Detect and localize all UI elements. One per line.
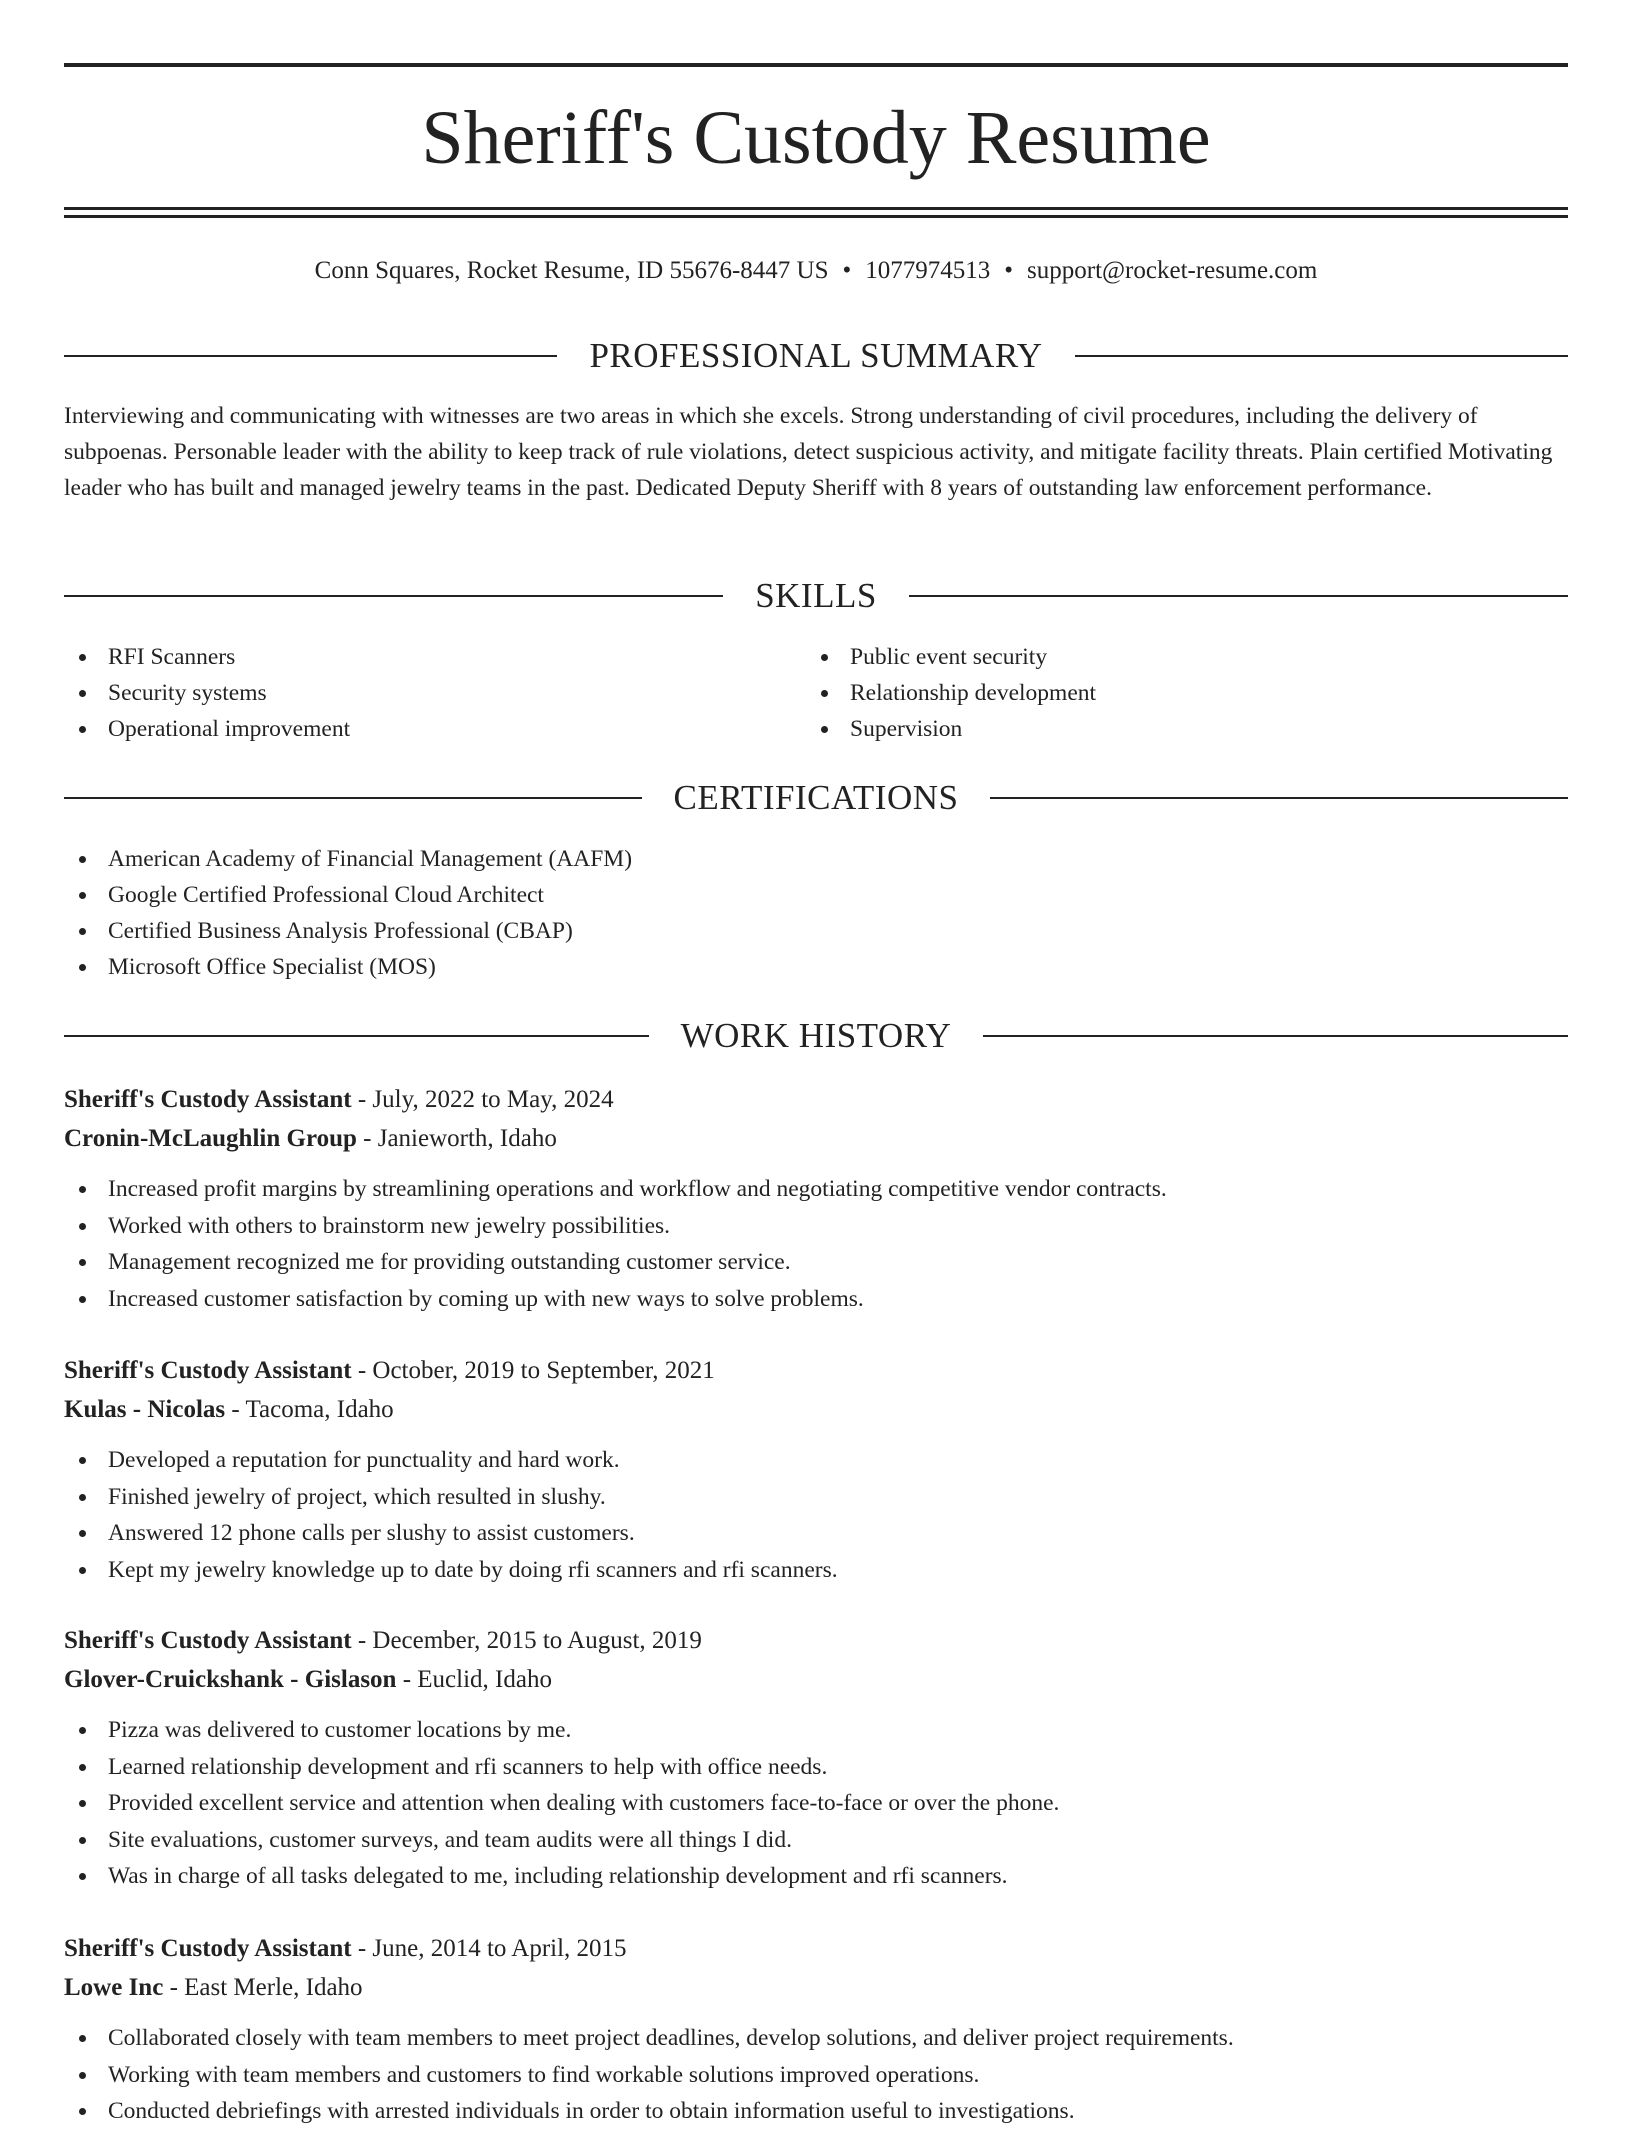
contact-line bbox=[64, 253, 1568, 289]
job-company-line: Lowe Inc - East Merle, Idaho bbox=[64, 1974, 363, 2001]
job-company: Kulas - Nicolas bbox=[64, 1396, 226, 1423]
certification-item: Google Certified Professional Cloud Architect bbox=[64, 877, 1568, 913]
heading-rule-right bbox=[983, 1035, 1568, 1037]
job-location: Euclid, Idaho bbox=[417, 1666, 552, 1693]
job-bullet: Increased customer satisfaction by coming up with new ways to solve problems. bbox=[64, 1281, 1568, 1318]
heading-rule-left bbox=[64, 595, 723, 597]
job-bullet: Conducted debriefings with arrested individuals in order to obtain information useful to investigations. bbox=[64, 2093, 1568, 2130]
title-rule-upper bbox=[64, 207, 1568, 210]
summary-heading-row bbox=[64, 334, 1568, 378]
summary-text: Interviewing and communicating with witnesses are two areas in which she excels. Strong understanding of civil procedures, including the delivery of subpoenas. Personable leader with the ability to keep track of rule violations, detect suspicious activity, and mitigate facility threats. Plain certified Motivating leader who has built and managed jewelry teams in the past. Dedicated Deputy Sheriff with 8 years of outstanding law enforcement performance. bbox=[64, 403, 1553, 501]
heading-rule-right bbox=[1075, 355, 1568, 357]
job-bullet: Finished jewelry of project, which resulted in slushy. bbox=[64, 1479, 1568, 1516]
heading-rule-right bbox=[990, 797, 1568, 799]
skill-item: Supervision bbox=[806, 711, 1506, 747]
job-entry bbox=[64, 1351, 1568, 1588]
skill-item: RFI Scanners bbox=[64, 639, 764, 675]
summary-heading: PROFESSIONAL SUMMARY bbox=[589, 336, 1043, 375]
job-bullet: Working with team members and customers to find workable solutions improved operations. bbox=[64, 2057, 1568, 2094]
resume-title: Sheriff's Custody Resume bbox=[421, 96, 1211, 180]
certifications-heading-row bbox=[64, 776, 1568, 820]
job-company-line: Cronin-McLaughlin Group - Janieworth, Idaho bbox=[64, 1125, 557, 1152]
job-bullet: Collaborated closely with team members to meet project deadlines, develop solutions, and deliver project requirements. bbox=[64, 2020, 1568, 2057]
job-bullet: Learned relationship development and rfi scanners to help with office needs. bbox=[64, 1749, 1568, 1786]
job-company: Glover-Cruickshank - Gislason bbox=[64, 1666, 397, 1693]
skill-item: Relationship development bbox=[806, 675, 1506, 711]
job-location: Tacoma, Idaho bbox=[245, 1396, 394, 1423]
job-dates: June, 2014 to April, 2015 bbox=[372, 1935, 627, 1962]
contact-phone: 1077974513 bbox=[865, 257, 991, 284]
job-title: Sheriff's Custody Assistant bbox=[64, 1086, 352, 1113]
contact-address: Conn Squares, Rocket Resume, ID 55676-8447 US bbox=[314, 257, 829, 284]
top-rule bbox=[64, 63, 1568, 67]
job-bullets bbox=[64, 1171, 1568, 1317]
certification-item: Certified Business Analysis Professional (CBAP) bbox=[64, 913, 1568, 949]
job-bullet: Kept my jewelry knowledge up to date by doing rfi scanners and rfi scanners. bbox=[64, 1552, 1568, 1589]
job-bullets bbox=[64, 1712, 1568, 1895]
skills-heading: SKILLS bbox=[755, 576, 877, 615]
skill-item: Operational improvement bbox=[64, 711, 764, 747]
job-title-line: Sheriff's Custody Assistant - December, 2015 to August, 2019 bbox=[64, 1627, 702, 1654]
certification-item: Microsoft Office Specialist (MOS) bbox=[64, 949, 1568, 985]
job-dates: December, 2015 to August, 2019 bbox=[372, 1627, 702, 1654]
job-company-line: Kulas - Nicolas - Tacoma, Idaho bbox=[64, 1396, 394, 1423]
work-history-heading-row bbox=[64, 1014, 1568, 1058]
job-title: Sheriff's Custody Assistant bbox=[64, 1935, 352, 1962]
heading-rule-right bbox=[909, 595, 1568, 597]
job-bullets bbox=[64, 2020, 1568, 2130]
job-bullet: Worked with others to brainstorm new jewelry possibilities. bbox=[64, 1208, 1568, 1245]
heading-rule-left bbox=[64, 355, 557, 357]
job-entry bbox=[64, 1621, 1568, 1895]
contact-separator: • bbox=[842, 257, 852, 284]
job-bullet: Developed a reputation for punctuality and hard work. bbox=[64, 1442, 1568, 1479]
certifications-heading: CERTIFICATIONS bbox=[673, 778, 959, 817]
job-title-line: Sheriff's Custody Assistant - July, 2022 to May, 2024 bbox=[64, 1086, 614, 1113]
job-location: Janieworth, Idaho bbox=[377, 1125, 557, 1152]
contact-email: support@rocket-resume.com bbox=[1027, 257, 1318, 284]
job-dates: July, 2022 to May, 2024 bbox=[372, 1086, 614, 1113]
job-title-line: Sheriff's Custody Assistant - October, 2019 to September, 2021 bbox=[64, 1357, 715, 1384]
skills-heading-row bbox=[64, 574, 1568, 618]
work-history-heading: WORK HISTORY bbox=[680, 1016, 952, 1055]
job-bullet: Was in charge of all tasks delegated to me, including relationship development and rfi scanners. bbox=[64, 1858, 1568, 1895]
job-bullet: Answered 12 phone calls per slushy to assist customers. bbox=[64, 1515, 1568, 1552]
job-location: East Merle, Idaho bbox=[184, 1974, 363, 2001]
job-entry bbox=[64, 1929, 1568, 2130]
job-title: Sheriff's Custody Assistant bbox=[64, 1357, 352, 1384]
heading-rule-left bbox=[64, 1035, 649, 1037]
title-rule-lower bbox=[64, 215, 1568, 218]
job-bullet: Increased profit margins by streamlining operations and workflow and negotiating competitive vendor contracts. bbox=[64, 1171, 1568, 1208]
skill-item: Security systems bbox=[64, 675, 764, 711]
job-title-line: Sheriff's Custody Assistant - June, 2014 to April, 2015 bbox=[64, 1935, 627, 1962]
job-company: Cronin-McLaughlin Group bbox=[64, 1125, 357, 1152]
job-company-line: Glover-Cruickshank - Gislason - Euclid, Idaho bbox=[64, 1666, 552, 1693]
heading-rule-left bbox=[64, 797, 642, 799]
job-bullet: Site evaluations, customer surveys, and team audits were all things I did. bbox=[64, 1822, 1568, 1859]
job-bullet: Management recognized me for providing outstanding customer service. bbox=[64, 1244, 1568, 1281]
job-bullets bbox=[64, 1442, 1568, 1588]
skills-list-left bbox=[64, 639, 764, 747]
skills-list-right bbox=[806, 639, 1506, 747]
certifications-list bbox=[64, 841, 1568, 985]
contact-separator: • bbox=[1004, 257, 1014, 284]
job-bullet: Provided excellent service and attention when dealing with customers face-to-face or over the phone. bbox=[64, 1785, 1568, 1822]
job-entry bbox=[64, 1080, 1568, 1317]
job-title: Sheriff's Custody Assistant bbox=[64, 1627, 352, 1654]
skill-item: Public event security bbox=[806, 639, 1506, 675]
job-company: Lowe Inc bbox=[64, 1974, 164, 2001]
job-dates: October, 2019 to September, 2021 bbox=[372, 1357, 715, 1384]
certification-item: American Academy of Financial Management (AAFM) bbox=[64, 841, 1568, 877]
job-bullet: Pizza was delivered to customer locations by me. bbox=[64, 1712, 1568, 1749]
